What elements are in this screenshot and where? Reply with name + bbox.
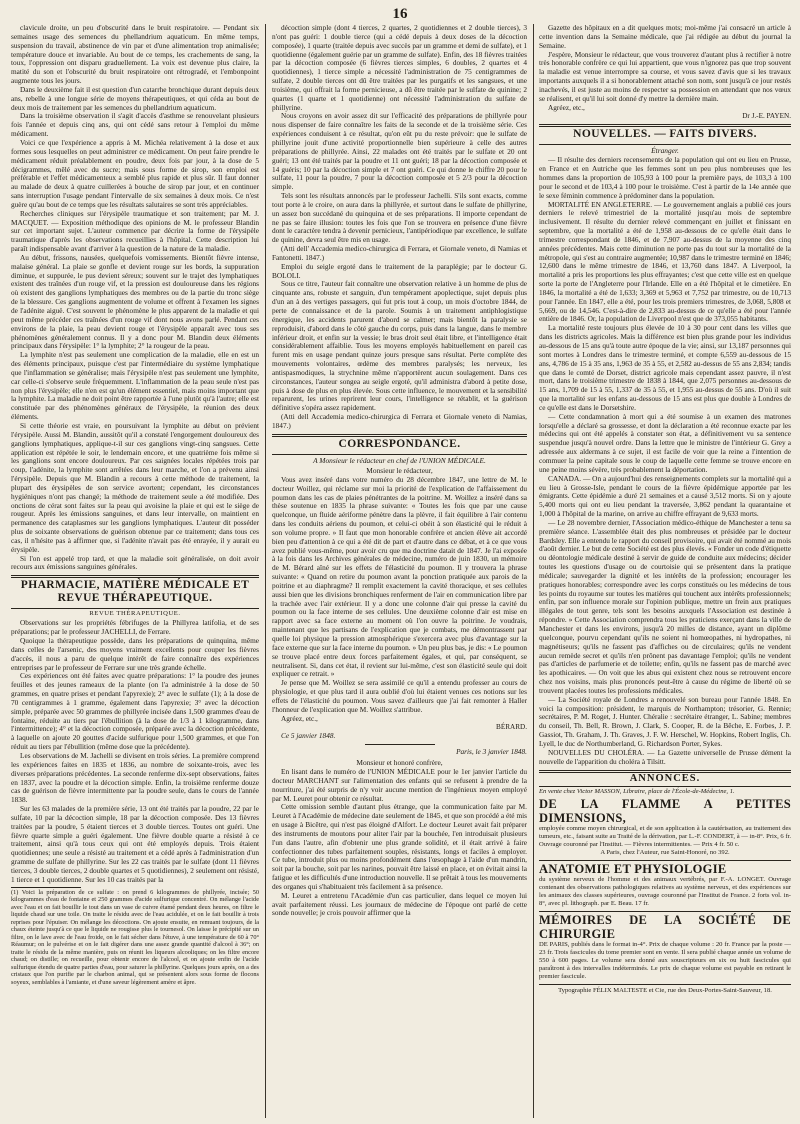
news-item: CANADA. — On a aujourd'hui des renseignements complets sur la mortalité qui a eu lieu à Grosse-Isle, pendant le cours de la fièvre épidémique apportée par les émigrants. Cette épidémie a duré 21 semaines et a causé 3,512 morts. Si on y ajoute 5,400 morts qui ont eu lieu pendant la traversée, 3,862 pendant la quarantaine et 1,000 à l'hôpital de la marine, on arrive au chiffre effrayant de 9,633 morts. bbox=[539, 473, 791, 519]
section-title-nouvelles: NOUVELLES. — FAITS DIVERS. bbox=[573, 128, 757, 141]
ad-rule bbox=[539, 984, 791, 985]
paragraph: (Atti dell' Accademia medico-chirurgica di Ferrara, et Giornale veneto, di Namias et Fantonetti. 1847.) bbox=[272, 244, 527, 262]
letter-signature: Dr J.-E. PAYEN. bbox=[742, 112, 791, 121]
news-item: MORTALITÉ EN ANGLETERRE. — Le gouvernement anglais a publié ces jours derniers le relevé trimestriel de la mortalité jusqu'au mois de septembre inclusivement. Il résulte du dernier relevé commençant en juillet et finissant en septembre, que la mortalité a été de 1,958 au-dessous de ce qu'elle était dans le trimestre correspondant de 1846, et de 7,907 au-dessus de la moyenne des cinq années précédentes. Mais cette diminution ne porte pas du tout sur la mortalité de la métropole, qui s'est au contraire augmentée; 10,987 dans le trimestre terminé en 1846; 12,600 dans le même trimestre de 1846, et 13,760 dans 1847. A Liverpool, la mortalité a pris les proportions les plus effrayantes; c'est que cette ville est en quelque sorte la porte de l'Angleterre pour l'Irlande. Elle en a été l'hôpital et le cimetière. En 1846, la mortalité a été de 1,633; 3,369 et 5,963 et 7,752 par trimestre, ou de 10,713 pour l'année. En 1847, elle a été, pour les trois premiers trimestres, de 3,068, 5,808 et 5,669, ou de 14,546. C'est-à-dire de 2,833 au-dessus de ce qu'elle a été pour l'année entière de 1846. Or, la population de Liverpool n'est que de 373,055 habitants. bbox=[539, 199, 791, 324]
ad-title-flamme: DE LA FLAMME A PETITES DIMENSIONS, bbox=[539, 797, 791, 826]
section-rule bbox=[272, 434, 527, 437]
paragraph: En lisant dans le numéro de l'UNION MÉDICALE pour le 1er janvier l'article du docteur MARCHANT sur l'alimentation des enfants qui se refusent à prendre de la nourriture, j'ai été surpris de n'y voir aucune mention de l'ingénieux moyen employé par M. Leuret pour obtenir ce résultat. bbox=[272, 766, 527, 803]
ad-title-anatomie: ANATOMIE ET PHYSIOLOGIE bbox=[539, 862, 727, 877]
news-body bbox=[539, 156, 791, 766]
paragraph: Voici ce que l'expérience a appris à M. Michéa relativement à la dose et aux formes sous lesquelles on peut administrer ce médicament. On peut faire prendre le médicament réduit préalablement en poudre, deux fois par jour, à la dose de 5 décigrammes, mêlé avec du sucre; mais sous forme de sirop, son emploi est préférable et l'effet médicamenteux a semblé plus rapide et plus sûr. Il faut donner au malade de deux à quatre cuillerées à bouche de sirop par jour, et en continuer sans interruption l'usage pendant l'intervalle de six semaines à deux mois. Ce n'est guère qu'au bout de ce temps que les résultats salutaires se sont très appréciables. bbox=[11, 137, 259, 209]
paragraph: Nous croyons en avoir assez dit sur l'efficacité des préparations de phillyrée pour nous dispenser de faire connaître les faits de la seconde et de la troisième série. Ces expériences conduisent à ce résultat, qu'on eût pu du reste prévoir: que le sulfate de phillyrine jouit d'une activité proportionnelle bien supérieure à celle des autres préparations de phillyrée. Ainsi, 22 malades ont été traités par le sulfate et 20 ont guéri; 13 ont été traités par la poudre et 11 ont guéri; 18 par la décoction composée et 14 guéris; 10 par la décoction simple et 7 ont guéri. Ce qui donne le chiffre 20 pour le sulfate, 11 pour la poudre, 7 pour la décoction composée et 5 2/3 pour la décoction simple. bbox=[272, 111, 527, 192]
article-body bbox=[11, 24, 259, 572]
ad-body-anatomie: du système nerveux de l'homme et des animaux vertébrés, par F.-A. LONGET. Ouvrage contenant des observations pathologiques relatives au système nerveux, et des expériences sur les animaux des classes supérieures, ouvrage couronné par l'Institut de France. 2 forts vol. in-8°, avec pl. lithograph. par E. Beau. 17 fr. bbox=[539, 876, 791, 908]
column-right bbox=[539, 24, 791, 1118]
ad-rule bbox=[539, 860, 791, 861]
subsection-etranger: Étranger. bbox=[651, 146, 679, 156]
paragraph: Si l'on est appelé trop tard, et que la maladie soit généralisée, on doit avoir recours aux émissions sanguines générales. bbox=[11, 553, 259, 572]
article-body bbox=[11, 619, 259, 884]
paragraph: Sur les 63 malades de la première série, 13 ont été traités par la poudre, 22 par le sulfate, 10 par la décoction simple, 18 par la décoction composée. Des 13 fièvres traitées par la poudre, 5 étaient tierces et 3 double tierces. Toutes ont guéri. Une fièvre quarte simple a guéri également. Une fièvre double quarte a résisté à ce traitement, ainsi qu'à tous ceux qui ont été employés depuis. Trois étaient quotidiennes; une seule a résisté au traitement et a cédé après à l'administration d'un gramme de sulfate de phillyrine. Sur les 22 cas traités par le sulfate (dont 11 fièvres tierces, 3 double tierces, 2 double quartes et 5 quotidiennes), 2 seulement ont résisté, 1 tierce et 1 quotidienne. Sur les 10 cas traités par la bbox=[11, 804, 259, 884]
paragraph: Gazette des hôpitaux en a dit quelques mots; moi-même j'ai consacré un article à cette invention dans la Semaine médicale, que j'ai rédigée au début du journal la Semaine. bbox=[539, 24, 791, 50]
paragraph: Dans la troisième observation il s'agit d'accès d'asthme se renouvelant plusieurs fois l'année et depuis cinq ans, qui ont cédé sans retour à l'emploi du même médicament. bbox=[11, 111, 259, 139]
paragraph: Recherches cliniques sur l'érysipèle traumatique et son traitement; par M. J. MACQUET. — Exposition méthodique des opinions de M. le professeur Blandin sur cet important sujet. L'auteur commence par décrire la forme de l'érysipèle traumatique d'après les observations recueillies à l'hôpital. Cette description lui paraît indispensable avant d'arriver à la question de la nature de la maladie. bbox=[11, 208, 259, 254]
ad-body-memoires: DE PARIS, publiés dans le format in-4°. Prix de chaque volume : 20 fr. France par la poste — 23 fr. Trois fascicules du tome premier sont en vente. Il sera publié chaque année un volume de 550 à 600 pages. Le volume sera donné aux souscripteurs en six ou huit fascicules qui paraîtront à des intervalles indéterminés. Le prix de chaque volume est payable en retirant le premier fascicule. bbox=[539, 941, 791, 981]
printer-imprint: Typographie FÉLIX MALTESTE et Cie, rue des Deux-Portes-Saint-Sauveur, 18. bbox=[558, 987, 772, 995]
letter-body bbox=[272, 768, 527, 918]
section-rule bbox=[272, 454, 527, 455]
subsection-title: REVUE THÉRAPEUTIQUE. bbox=[89, 610, 181, 618]
ads-title: ANNONCES. bbox=[629, 772, 701, 784]
news-item: — Cette condamnation à mort qui a été soumise à un examen des matrones lorsqu'elle a déclaré sa grossesse, et dont la déclaration a été reconnue exacte par les médecins qui ont été appelés à constater son état, a définitivement vu sa sentence suspendue jusqu'à nouvel ordre. Dans la lettre que le ministre de l'intérieur G. Grey a adressée aux aldermans à ce sujet, il est facile de voir que la reine a l'intention de commuer la peine capitale sous le coup de laquelle cette femme se trouve encore en une peine moins sévère, très probablement la déportation. bbox=[539, 411, 791, 474]
letter-salutation: A Monsieur le rédacteur en chef de l'UNION MÉDICALE. bbox=[313, 455, 486, 465]
ad-note-flamme: A Paris, chez l'Auteur, rue Saint-Honoré, no 392. bbox=[600, 849, 730, 857]
ad-publisher-line: En vente chez Victor MASSON, Libraire, place de l'École-de-Médecine, 1. bbox=[539, 788, 735, 796]
letter-signature: BÉRARD. bbox=[496, 723, 527, 732]
paragraph: Si cette théorie est vraie, en poursuivant la lymphite au début on prévient l'érysipèle. Aussi M. Blandin, aussitôt qu'il a constaté l'engorgement douloureux des ganglions lymphatiques, applique-t-il sur ces ganglions vingt-cinq sangsues. Cette application est répétée le soir, le lendemain encore, et une quatrième fois même si les ganglions sont encore douloureux. Par ces saignées locales répétées trois par coup, l'adénite, la lymphite sont arrêtées dans leur marche, et l'on a prévenu ainsi l'érysipèle. Depuis que M. Blandin a recours à cette méthode de traitement, la plupart des érysipèles de son service avortent; cependant, les circonstances hygiéniques n'ont pas changé; la méthode de traitement seule a été modifiée. Des onctions de cérat sont faites sur la peau qui avoisine la plaie et qui est le siège de rougeur. Après les émissions sanguines, et dans leur intervalle, on maintient en permanence des cataplasmes sur les ganglions lymphatiques. L'auteur dit posséder plus de soixante observations de guérison obtenue par ce traitement; dans tous ces cas, il n'hésite pas à affirmer que, si l'adénite n'avait pas été enrayée, il y aurait eu érysipèle. bbox=[11, 420, 259, 554]
paragraph: Agréez, etc., bbox=[548, 102, 585, 112]
news-item: — Il résulte des derniers recensements de la population qui ont eu lieu en Prusse, en France et en Autriche que les femmes sont un peu plus nombreuses que les hommes dans la proportion de 105,93 à 100 pour la première pays, de 103,3 à 100 pour le second et de 103,4 à 100 pour le troisième. C'est à partir de la 14e année que le sexe féminin commence à prédominer dans la population. bbox=[539, 155, 791, 200]
ad-body-flamme: employée comme moyen chirurgical, et de son application à la cautérisation, au traitement des tumeurs, etc., faisant suite au Traité de la dérivation, par L.-F. CONDERT, à — in-8°. Prix, 6 fr. Ouvrage couronné par l'Institut. — Fièvres intermittentes. — Prix 4 fr. 50 c. bbox=[539, 825, 791, 849]
separator-rule bbox=[365, 744, 435, 745]
letter-greeting: Monsieur le rédacteur, bbox=[366, 465, 433, 475]
article-body bbox=[272, 24, 527, 431]
letter-body bbox=[272, 476, 527, 724]
page-number: 16 bbox=[392, 6, 408, 22]
letter-dateline: Paris, le 3 janvier 1848. bbox=[456, 747, 527, 757]
paragraph: Tels sont les résultats annoncés par le professeur Jachelli. S'ils sont exacts, comme tout porte à le croire, on aura dans la phillyrée, et surtout dans le sulfate de phillyrine, un assez bon succédané du quinquina et de ses préparations. Il importe cependant de ne pas se faire illusion: toutes les fois que l'on se trouvera en présence d'une fièvre dont le caractère tendra à devenir pernicieux, l'antipériodique par excellence, le sulfate de quinine, devra seul être mis en usage. bbox=[272, 191, 527, 245]
paragraph: La lymphite n'est pas seulement une complication de la maladie, elle en est un des éléments principaux, puisque c'est par l'intermédiaire du système lymphatique que l'inflammation se généralise; mais l'érysipèle n'est pas seulement une lymphite, car celle-ci s'observe seule fréquemment. L'inflammation de la peau seule n'est pas non plus l'érysipèle; elle n'en est qu'un élément essentiel, mais moins important que la lymphite. La maladie ne doit point être rapportée à l'une plutôt qu'à l'autre; elle est constituée par des phénomènes généraux de l'érysipèle, la réunion des deux éléments. bbox=[11, 350, 259, 422]
column-left bbox=[11, 24, 259, 1118]
footnote: (1) Voici la préparation de ce sulfate : on prend 6 kilogrammes de phillyrée, incisée; 50 kilogrammes d'eau de fontaine et 250 grammes d'acide sulfurique concentré. On mélange l'acide avec l'eau et on fait bouillir le tout dans un vase de cuivre étamé pendant deux heures, on filtre le liquide chaud sur une toile. On traite le résidu avec de l'eau acidulée, et on le fait bouillir à trois reprises pour l'épuiser. On mélange les décoctions. On ajoute ensuite, en remuant toujours, de la chaux éteinte jusqu'à ce que le liquide ne rougisse plus le tournesol. On laisse le précipité sur un filtre, on le lave avec de l'eau froide, on le fait sécher dans l'étuve, à une température de 60 à 70° Réaumur; on le pulvérise et on le fait digérer dans une assez grande quantité d'alcool à 36°; on traite le résidu de la même manière, puis on réunit les liqueurs alcooliques; on les filtre encore chaud; on distille; on recueille, pour obtenir encore de l'alcool, et on ajoute enfin de l'acide sulfurique étendu de quatre parties d'eau, pour saturer la phillyrine. Quelques jours après, on a des cristaux que l'on purifie par le charbon animal, qui se présentent alors sous forme de flocons soyeux, semblables à l'amiante, et d'une saveur légèrement amère et âpre. bbox=[11, 888, 259, 986]
paragraph: Quoique la thérapeutique possède, dans les préparations de quinquina, même dans celles de l'arsenic, des moyens vraiment excellents pour couper les fièvres d'accès, il nous a paru de quelque intérêt de faire connaître des expériences entreprises par le professeur de Ferrare sur une très grande échelle. bbox=[11, 636, 259, 672]
letter-greeting: Monsieur et honoré confrère, bbox=[356, 757, 443, 767]
article-body bbox=[539, 24, 791, 112]
news-item: — Le 28 novembre dernier, l'Association médico-éthique de Manchester a tenu sa première séance. L'assemblée était des plus nombreuses et présidée par le docteur Bardsley. Elle a entendu le rapport du conseil provisoire, qui avait été nommé au mois d'août dernier. Le but de cette Société est des plus élevés. « Fonder un code d'étiquette ou déontologie médicale destiné à servir de guide de conduite aux médecins; décider toutes les questions d'usage ou de courtoisie qui se présentent dans la pratique médicale; sauvegarder la dignité et les intérêts de la profession; encourager les pratiques honorables; correspondre avec les corps constitués ou les médecins de tous les points du royaume sur toutes les matières qui touchent aux intérêts professionnels; enfin, par son influence morale sur l'opinion publique, mettre un frein aux pratiques illégales de tout genre, tels sont les besoins auxquels l'Association est destinée à répondre. » Cette Association comprendra tous les praticiens exerçant dans la ville de Manchester et dans les environs, jusqu'à 20 milles de distance, ayant un diplôme quelconque, pourvu cependant qu'ils ne soient ni homœopathes, ni hydropathes, ni magnétiseurs; qu'ils ne fassent pas d'affiches ou de circulaires; qu'ils ne vendent aucun remède secret et qu'ils n'en prônent pas davantage l'emploi; qu'ils ne vendent pas d'articles de parfumerie et de toilette; enfin, qu'ils ne fassent pas de marché avec les apothicaires. — On voit que les abus qui existent chez nous se retrouvent encore chez nos voisins, mais plus prononcés peut-être à cause du régime de liberté où se trouvent placées toutes les professions médicales. bbox=[539, 517, 791, 695]
paragraph: Dans le deuxième fait il est question d'un catarrhe bronchique durant depuis deux ans, rebelle à une longue série de moyens thérapeutiques, et qui céda au bout de deux mois de traitement par les semences du phellandrium aquaticum. bbox=[11, 84, 259, 112]
footnote-rule bbox=[11, 887, 81, 888]
column-middle bbox=[272, 24, 527, 1118]
paragraph: Les observations de M. Jachelli se divisent en trois séries. La première comprend les expériences faites en 1835 et 1836, au nombre de soixante-trois, avec les diverses préparations précédentes. La seconde renferme dix-sept observations, faites en 1837, avec la poudre et la décoction simple. Enfin, la troisième renferme douze cas de guérison de fièvre intermittente par la poudre seule, dans le cours de l'année 1838. bbox=[11, 750, 259, 805]
ad-rule bbox=[539, 911, 791, 912]
paragraph: décoction simple (dont 4 tierces, 2 quartes, 2 quotidiennes et 2 double tierces), 3 n'ont pas guéri: 1 double tierce (qui a cédé depuis à deux doses de la décoction composée), 1 quarte (traitée depuis avec succès par un gramme et demi de sulfate), et 1 quotidienne (également guérie par un gramme de sulfate). Enfin, des 18 fièvres traitées par la décoction composée (6 fièvres tierces simples, 6 doubles, 2 quartes et 4 quotidiennes), 1 tierce simple a nécessité l'administration de 75 centigrammes de sulfate, 2 double tierces ont dû être traitées par les purgatifs et les sangsues, et une troisième, qui offrait la forme pernicieuse, a dû être traitée par le sulfate de quinine; 2 quartes (1 quarte et 1 quotidienne) ont nécessité l'administration du sulfate de phillyrine. bbox=[272, 24, 527, 112]
paragraph: J'espère, Monsieur le rédacteur, que vous trouverez d'autant plus à rectifier à notre très honorable confrère ce qui lui appartient, que vous n'ignorez pas que trop souvent la maladie est venue interrompre sa course, et vous savez d'avis que si les travaux importants auxquels il a si honorablement attaché son nom, sont jusqu'à ce jour restés inachevés, il est juste au moins de respecter sa possession en attendant que nos vœux se réalisent, et qu'il lui soit donné d'y mettre la dernière main. bbox=[539, 49, 791, 103]
section-title-correspondance: CORRESPONDANCE. bbox=[338, 437, 461, 450]
letter-date: Ce 5 janvier 1848. bbox=[281, 731, 336, 741]
news-item: — La Société royale de Londres a renouvelé son bureau pour l'année 1848. En voici la composition: président, le marquis de Northampton; trésorier, G. Rennie; secrétaires, P. M. Roget, J. Hunter. Chéralie : secrétaire étranger, L. Sabine; membres du conseil, Th. Bell, R. Brown, J. Clark, S. Cooper, R. de la Bêche, E. Forbes, J. P. Gassiot, Th. Graham, J. Th. Graves, J. F. W. Herschel, W. Hopkins, Robert Inglis, Ch. Lyell, le duc de Northumberland, G. Richardson Porter, Sykes. bbox=[539, 694, 791, 748]
paragraph: Ces expériences ont été faites avec quatre préparations: 1° la poudre des jeunes feuilles et des jeunes rameaux de la plante (on l'a administrée à la dose de 50 grammes, en quatre prises et pendant l'apyrexie); 2° avec le sulfate (1); à la dose de 70 centigrammes à 1 gramme, également dans l'apyrexie; 3° avec la décoction simple, préparée avec 50 grammes de phillyrée incisée dans 1,500 grammes d'eau de fontaine, réduite au tiers par l'ébullition (à la dose de 1/3 à 1 kilogramme, dans l'intermittence); 4° et la décoction composée, préparée avec la décoction précédente, à laquelle on ajoute 20 gouttes d'acide sulfurique pour 1,500 grammes, et que l'on réduit au tiers par l'ébullition (même dose que la précédente). bbox=[11, 671, 259, 752]
paragraph: Je pense que M. Woillez se sera assimilé ce qu'il a entendu professer au cours de physiologie, et que plus tard il aura oublié d'où lui étaient venues ces notions sur les effets de l'élasticité du poumon. Vous savez d'ailleurs que j'ai fait remonter à Haller l'honneur de l'explication que M. Woillez s'attribue. bbox=[272, 678, 527, 714]
paragraph: Agréez, etc., bbox=[281, 713, 318, 723]
section-rule bbox=[539, 124, 791, 127]
column-divider bbox=[533, 24, 534, 1118]
ad-title-memoires: MÉMOIRES DE LA SOCIÉTÉ DE CHIRURGIE bbox=[539, 913, 791, 942]
news-item: NOUVELLES DU CHOLÉRA. — La Gazette universelle de Prusse dément la nouvelle de l'apparition du choléra à Tilsitt. bbox=[539, 747, 791, 766]
paragraph: M. Leuret a entretenu l'Académie d'un cas particulier, dans lequel ce moyen lui avait parfaitement réussi. Les journaux de médecine de l'époque ont parlé de cette sonde nouvelle; je crois pouvoir affirmer que la bbox=[272, 890, 527, 918]
paragraph: Observations sur les propriétés fébrifuges de la Phillyrea latifolia, et de ses préparations; par le professeur JACHELLI, de Ferrare. bbox=[11, 618, 259, 637]
paragraph: (Atti dell Accademia medico-chirurgica di Ferrara et Giornale veneto di Namias, 1847.) bbox=[272, 412, 527, 430]
paragraph: Cette omission semble d'autant plus étrange, que la communication faite par M. Leuret à l'Académie de médecine date seulement de 1845, et que son procédé a été mis en usage à Bicêtre, qui n'est pas éloigné d'Alfort. Le docteur Leuret avait fait préparer des instruments de moutons pour aliter l'air par la bouchée, l'en introduisait plusieurs l'un dans l'autre, afin d'obtenir une plus grande solidité, et il était arrivé à faire confectionner des tubes parfaitement souples, résistants, longs et faciles à employer. Ce tube, introduit plus ou moins profondément dans l'œsophage à l'aide d'un mandrin, soit par la bouche, soit par les narines, pouvait être laissé en place, et on évitait ainsi la fatigue et les difficultés d'une introduction nouvelle. Il se prêtait à tous les mouvements des organes qui s'habituaient très facilement à sa présence. bbox=[272, 802, 527, 891]
paragraph: Au début, frissons, nausées, quelquefois vomissements. Bientôt fièvre intense, malaise général. La plaie se gonfle et devient rouge sur les bords, la suppuration diminue, et suppurée, le pus devient séreux; souvent sur le trajet des lymphatiques existent des traînées d'un rouge vif, et la pression est douloureuse dans les régions où existent des ganglions lymphatiques des membres ou de la partie du tronc siège de la blessure. Ces ganglions augmentent de volume et offrent à l'examen les signes de l'adénite aiguë. C'est souvent le phénomène le plus apparent de la maladie et qui peut même précéder ces traînées d'un rouge vif dont nous avons parlé. Pendant ces environs de la plaie, la peau devient rouge et l'érysipèle apparaît avec tous ses phénomènes généralement connus. Il y a donc pour M. Blandin deux éléments principaux dans l'érysipèle: 1° la lymphite; 2° la rougeur de la peau. bbox=[11, 252, 259, 351]
section-rule bbox=[11, 575, 259, 578]
paragraph: Sous ce titre, l'auteur fait connaître une observation relative à un homme de plus de cinquante ans, robuste et sanguin, d'un tempérament apoplectique, sujet depuis plus d'un an à des vertiges passagers, qui fut pris tout à coup, un mois d'octobre 1844, de perte de connaissance et de la parole. Soumis à un traitement antiphlogistique énergique, les accidents parurent d'abord se calmer; mais bientôt la paralysie se reproduisit, d'abord dans le côté gauche du corps, puis dans la langue, dans le membre inférieur droit, et enfin sur la vessie; le bras droit seul était libre, et l'intelligence était considérablement affaiblie. Tous les moyens employés habituellement en pareil cas furent mis en usage pendant quinze jours presque sans résultat. Perte complète des mouvements volontaires, œdème des membres paralysés; les nerveux, les antispasmodiques, la strychnine même n'apportèrent aucun soulagement. Dans ces circonstances, l'auteur songea au seigle ergoté, qu'il administra d'abord à petite dose, puis à dose de plus en plus élevée. Sous cette influence, le mouvement et la sensibilité reparurent, les urines reprirent leur cours, l'intelligence se rétablit, et la guérison définitive s'opéra assez rapidement. bbox=[272, 279, 527, 413]
news-item: La mortalité reste toujours plus élevée de 10 à 30 pour cent dans les villes que dans les districts agricoles. Mais la différence est bien plus grande pour les individus au-dessous de 15 ans qu'à toute autre époque de la vie; ainsi, sur 13,187 personnes qui sont mortes à Londres dans le trimestre terminé, et compte 6,559 au-dessous de 15 ans, 4,786 de 15 à 35 ans, 1,963 de 35 à 55, et 2,582 au-dessus de 55 ans 2,834; tandis que dans le comté de Dorset, district agricole mais cependant assez pauvre, il n'est mort, dans le troisième trimestre de 1838 à 1844, que 2,075 personnes au-dessous de 15 ans, 1,709 de 15 à 55, 1,337 de 35 à 55, et 1,955 au-dessus de 55 ans. D'où il suit que la mortalité sur les enfans au-dessous de 15 ans est plus que double à Londres de ce qu'elle est dans le Dorsetshire. bbox=[539, 323, 791, 412]
paragraph: Emploi du seigle ergoté dans le traitement de la paraplégie; par le docteur G. BOLOLI. bbox=[272, 261, 527, 280]
paragraph: clavicule droite, un peu d'obscurité dans le bruit respiratoire. — Pendant six semaines usage des semences du phellandrium aquaticum. En même temps, suspension du travail, abstinence de vin par et d'une alimentation trop animalisée; température douce et invariable. Au bout de ce temps, les crachements de sang, la toux, l'oppression ont disparu graduellement. La voix est devenue plus claire, la matité du son et l'obscurité du bruit respiratoire ont rétrogradé, et l'embonpoint augmente tous les jours. bbox=[11, 24, 259, 86]
column-divider bbox=[265, 24, 266, 1118]
section-title-pharmacie: PHARMACIE, MATIÈRE MÉDICALE ET REVUE THÉRAPEUTIQUE. bbox=[20, 579, 250, 605]
paragraph: Vous avez inséré dans votre numéro du 28 décembre 1847, une lettre de M. le docteur Woillez, qui réclame sur moi la priorité de l'explication de l'affaissement du poumon dans les cas de plaies pénétrantes de la poitrine. M. Woillez a inséré dans sa thèse soutenue en 1835 la phrase suivante: « Toutes les fois que par une cause quelconque, un fluide aériforme pénètre dans la plèvre, il fait équilibre à l'air contenu dans les conduits aériens du poumon, et celui-ci obéit à son élasticité qui le réduit à son volume propre. » Il faut que mon honorable confrère et ancien élève ait accordé bien peu d'attention à ce qui a été dit de part et d'autre dans ce débat, et à ce que vous avez publié vous-même, pour avoir cru que ma doctrine datait de 1847. Je l'ai exposée à la fois dans les Archives générales de médecine, numéro de juin 1830, un mémoire de M. Bérard aîné sur les effets de l'élasticité du poumon. Il y trouvera la phrase suivante: « Quand on retire du poumon avant la ponction pratiquée aux parois de la poitrine et au diaphragme? Il remplit exactement la cavité thoracique, et ses cellules aussi bien que les divisions bronchiques renferment de l'air en communication libre par la trachée avec l'air extérieur. Il y a donc une colonne d'air qui presse la cavité du poumon ou la face interne de ses cellules. Une deuxième colonne d'air est mise en rapport avec sa face externe au moment où l'on ouvre la poitrine. Je voudrais, maintenant que les partisans de l'explication que je combats, me démontrassent par quelle loi physique la pression atmosphérique s'exercera avec plus d'avantage sur la face externe que sur la face interne du poumon. » Un peu plus bas, je dis: « Le poumon se trouve placé entre deux forces parfaitement égales, et qui, par conséquent, se neutralisent. Si, dans cet état, il revient sur lui-même, c'est son élasticité seule qui doit expliquer ce retrait. » bbox=[272, 474, 527, 679]
